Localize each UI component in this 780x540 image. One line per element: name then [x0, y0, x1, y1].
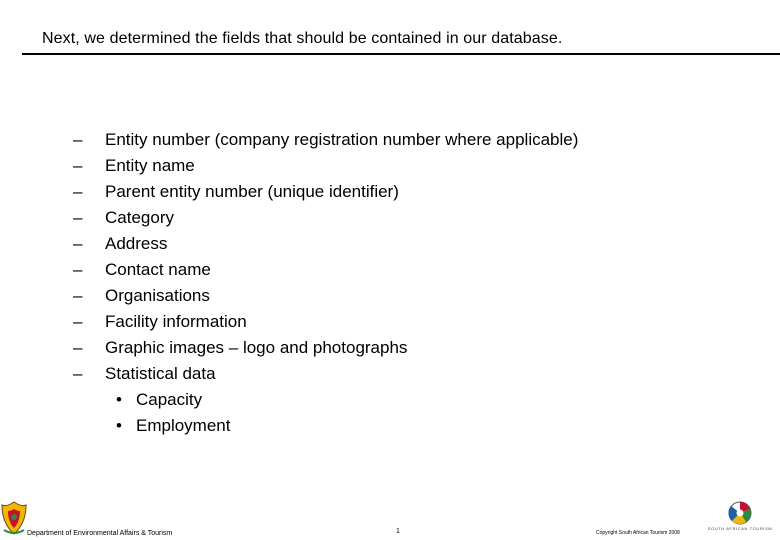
list-item [73, 413, 578, 439]
list-item [73, 153, 578, 179]
dash-marker: – [73, 312, 83, 331]
database-fields-list [73, 127, 578, 439]
field-text: Facility information [105, 312, 247, 331]
field-text: Organisations [105, 286, 210, 305]
dash-marker: – [73, 260, 83, 279]
coat-of-arms-icon [0, 500, 28, 536]
page-number: 1 [396, 528, 400, 535]
list-item [73, 257, 578, 283]
dash-marker: – [73, 286, 83, 305]
list-item [73, 283, 578, 309]
field-text: Graphic images – logo and photographs [105, 338, 408, 357]
field-text: Contact name [105, 260, 211, 279]
footer-copyright: Copyright South African Tourism 2008 [596, 530, 680, 536]
list-item [73, 179, 578, 205]
list-item [73, 205, 578, 231]
field-text: Parent entity number (unique identifier) [105, 182, 399, 201]
dash-marker: – [73, 208, 83, 227]
bullet-marker: • [116, 416, 122, 435]
subfield-text: Employment [136, 416, 231, 435]
dash-marker: – [73, 130, 83, 149]
field-text: Entity name [105, 156, 195, 175]
dash-marker: – [73, 182, 83, 201]
list-item [73, 127, 578, 153]
dash-marker: – [73, 234, 83, 253]
dash-marker: – [73, 338, 83, 357]
subfield-text: Capacity [136, 390, 203, 409]
field-text: Entity number (company registration number where applicable) [105, 130, 579, 149]
statistical-subfields [73, 387, 578, 439]
list-item [73, 387, 578, 413]
slide-title: Next, we determined the fields that should be contained in our database. [42, 30, 563, 47]
field-text: Address [105, 234, 168, 253]
list-item [73, 335, 578, 361]
slide-footer [0, 490, 780, 540]
tourism-emblem-icon [704, 500, 776, 526]
bullet-marker: • [116, 390, 122, 409]
list-item [73, 309, 578, 335]
footer-department: Department of Environmental Affairs & Tourism [27, 530, 173, 537]
list-item [73, 231, 578, 257]
field-text: Category [105, 208, 174, 227]
sub-list [73, 387, 578, 439]
dash-marker: – [73, 156, 83, 175]
dash-marker: – [73, 364, 83, 383]
south-african-tourism-logo [704, 500, 776, 540]
list-item [73, 361, 578, 387]
logo-caption: SOUTH AFRICAN TOURISM [707, 526, 773, 531]
title-divider [22, 53, 780, 55]
field-text: Statistical data [105, 364, 216, 383]
